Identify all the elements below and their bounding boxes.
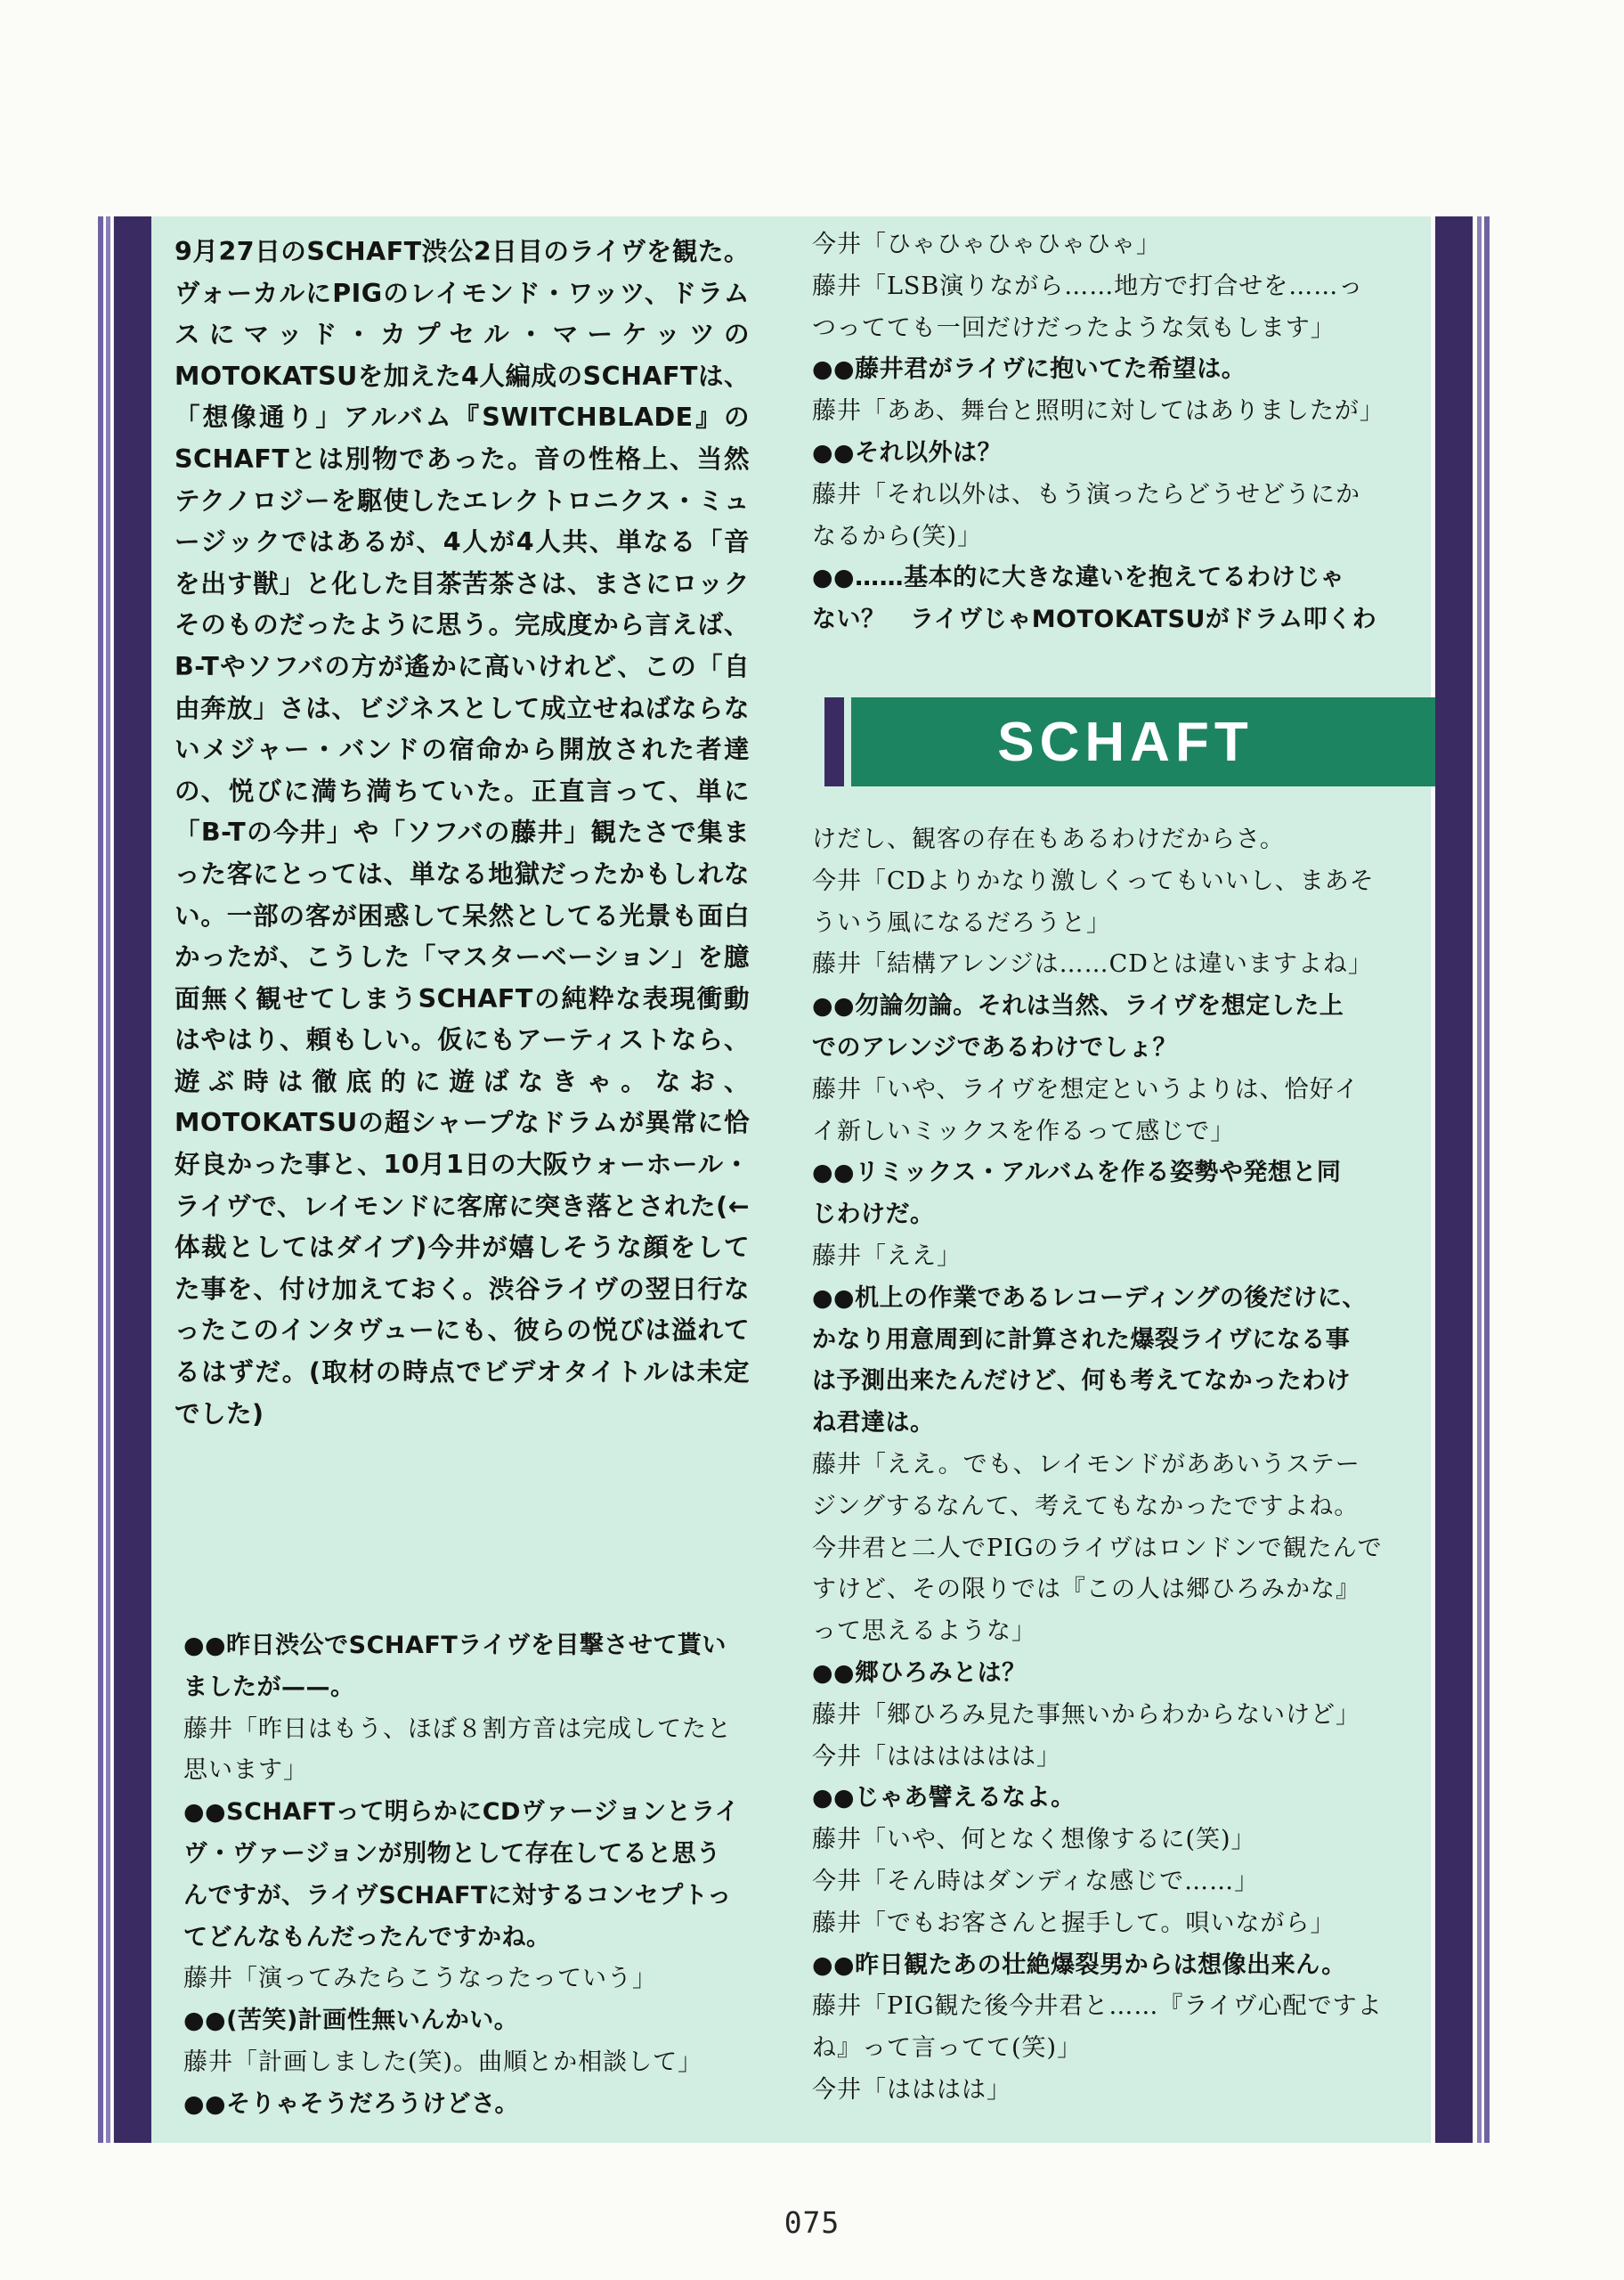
intro-column [175,232,750,1435]
intro-paragraph: 9月27日のSCHAFT渋公2日目のライヴを観た。ヴォーカルにPIGのレイモンド・ワッツ、ドラムスにマッド・カプセル・マーケッツのMOTOKATSUを加えた4人編成のSCHAFTは、「想像通り」アルバム『SWITCHBLADE』のSCHAFTとは別物であった。音の性格上、当然テクノロジーを駆使したエレクトロニクス・ミュージックではあるが、4人が4人共、単なる「音を出す獣」と化した目茶苦茶さは、まさにロックそのものだったように思う。完成度から言えば、B-Tやソフバの方が遙かに高いけれど、この「自由奔放」さは、ビジネスとして成立せねばならないメジャー・バンドの宿命から開放された者達の、悦びに満ち満ちていた。正直言って、単に「B-Tの今井」や「ソフバの藤井」観たさで集まった客にとっては、単なる地獄だったかもしれない。一部の客が困惑して呆然としてる光景も面白かったが、こうした「マスターベーション」を臆面無く観せてしまうSCHAFTの純粋な表現衝動はやはり、頼もしい。仮にもアーティストなら、遊ぶ時は徹底的に遊ばなきゃ。なお、MOTOKATSUの超シャープなドラムが異常に恰好良かった事と、10月1日の大阪ウォーホール・ライヴで、レイモンドに客席に突き落とされた(←体裁としてはダイブ)今井が嬉しそうな顔をしてた事を、付け加えておく。渋谷ライヴの翌日行なったこのインタヴューにも、彼らの悦びは溢れてるはずだ。(取材の時点でビデオタイトルは未定でした) [175,237,750,1429]
right-border-stripe [1484,216,1490,2143]
dialogue-line: 藤井「ええ」 [812,1242,962,1270]
dialogue-line: つってても一回だけだったような気もします」 [812,314,1336,342]
dialogue-line: 今井「そん時はダンディな感じで……」 [812,1867,1260,1895]
dialogue-line: 藤井「演ってみたらこうなったっていう」 [183,1965,657,1993]
right-top-dialogue-column [812,224,1400,641]
dialogue-line: 藤井「LSB演りながら……地方で打合せを……っ [812,272,1364,300]
dialogue-line: 今井「はははは」 [812,2075,1011,2104]
interviewer-line: ●●昨日観たあの壮絶爆裂男からは想像出来ん。 [812,1950,1346,1979]
interviewer-line: ●●じゃあ譬えるなよ。 [812,1784,1076,1812]
interviewer-line: ない？ ライヴじゃMOTOKATSUがドラム叩くわ [812,606,1377,634]
dialogue-line: 藤井「郷ひろみ見た事無いからわからないけど」 [812,1700,1360,1729]
dialogue-line: 藤井「計画しました(笑)。曲順とか相談して」 [183,2048,703,2076]
interviewer-line: ●●勿論勿論。それは当然、ライヴを想定した上 [812,992,1344,1021]
dialogue-line: 藤井「でもお客さんと握手して。唄いながら」 [812,1909,1336,1937]
left-dialogue-column [183,1625,767,2126]
dialogue-line: 今井君と二人でPIGのライヴはロンドンで観たんで [812,1534,1383,1562]
interviewer-line: ●●それ以外は？ [812,438,1003,467]
dialogue-line: 今井「はははははは」 [812,1742,1061,1771]
dialogue-line: 藤井「PIG観た後今井君と……『ライヴ心配ですよ [812,1992,1383,2021]
left-border-stripe [98,216,103,2143]
interviewer-line: ●●そりゃそうだろうけどさ。 [183,2089,520,2118]
interviewer-line: でのアレンジであるわけでしょ？ [812,1033,1178,1062]
interviewer-line: ●●藤井君がライヴに抱いてた希望は。 [812,355,1246,384]
interviewer-line: じわけだ。 [812,1201,935,1229]
dialogue-line: ういう風になるだろうと」 [812,908,1111,937]
dialogue-line: 藤井「昨日はもう、ほぼ８割方音は完成してたと [183,1714,732,1743]
interviewer-line: ●●机上の作業であるレコーディングの後だけに、 [812,1283,1367,1312]
right-bottom-dialogue-column [812,819,1417,2112]
dialogue-line: イ新しいミックスを作るって感じで」 [812,1117,1236,1145]
interviewer-line: ●●リミックス・アルバムを作る姿勢や発想と同 [812,1159,1342,1187]
banner-gap [844,697,851,786]
interviewer-line: は予測出来たんだけど、何も考えてなかったわけ [812,1367,1351,1396]
interviewer-line: てどんなもんだったんですかね。 [183,1923,551,1951]
dialogue-line: 藤井「いや、何となく想像するに(笑)」 [812,1826,1256,1854]
dialogue-line: 今井「ひゃひゃひゃひゃひゃ」 [812,231,1161,258]
dialogue-line: 藤井「ああ、舞台と照明に対してはありましたが」 [812,397,1384,426]
left-border-stripe [106,216,110,2143]
dialogue-line: けだし、観客の存在もあるわけだからさ。 [812,826,1285,853]
right-border-bar [1435,216,1473,2143]
dialogue-line: 藤井「ええ。でも、レイモンドがああいうステー [812,1450,1360,1478]
interviewer-line: ね君達は。 [812,1409,935,1437]
interviewer-line: ●●昨日渋公でSCHAFTライヴを目撃させて貰い [183,1632,727,1659]
interviewer-line: んですが、ライヴSCHAFTに対するコンセプトっ [183,1881,732,1910]
interviewer-line: ましたが——。 [183,1673,355,1701]
dialogue-line: 藤井「結構アレンジは……CDとは違いますよね」 [812,950,1373,979]
dialogue-line: 藤井「いや、ライヴを想定というよりは、恰好イ [812,1075,1360,1103]
banner-green-block [851,697,1435,786]
dialogue-line: って思えるような」 [812,1617,1036,1646]
dialogue-line: 藤井「それ以外は、もう演ったらどうせどうにか [812,480,1360,509]
dialogue-line: なるから(笑)」 [812,522,983,550]
dialogue-line: ジングするなんて、考えてもなかったですよね。 [812,1492,1360,1520]
left-border-bar [114,216,151,2143]
right-border-stripe [1477,216,1482,2143]
banner-title: SCHAFT [997,711,1254,773]
section-banner [824,697,1435,786]
interviewer-line: かなり用意周到に計算された爆裂ライヴになる事 [812,1325,1351,1354]
banner-accent-bar [824,697,844,786]
interviewer-line: ●●SCHAFTって明らかにCDヴァージョンとライ [183,1798,740,1827]
interviewer-line: ●●……基本的に大きな違いを抱えてるわけじゃ [812,564,1345,592]
interviewer-line: ●●(苦笑)計画性無いんかい。 [183,2007,519,2035]
interviewer-line: ヴ・ヴァージョンが別物として存在してると思う [183,1839,721,1868]
dialogue-line: 思います」 [183,1756,308,1785]
dialogue-line: ね』って言ってて(笑)」 [812,2034,1083,2063]
dialogue-line: すけど、その限りでは『この人は郷ひろみかな』 [812,1576,1360,1604]
page-number: 075 [784,2205,840,2240]
dialogue-line: 今井「CDよりかなり激しくってもいいし、まあそ [812,867,1375,895]
interviewer-line: ●●郷ひろみとは？ [812,1658,1027,1687]
